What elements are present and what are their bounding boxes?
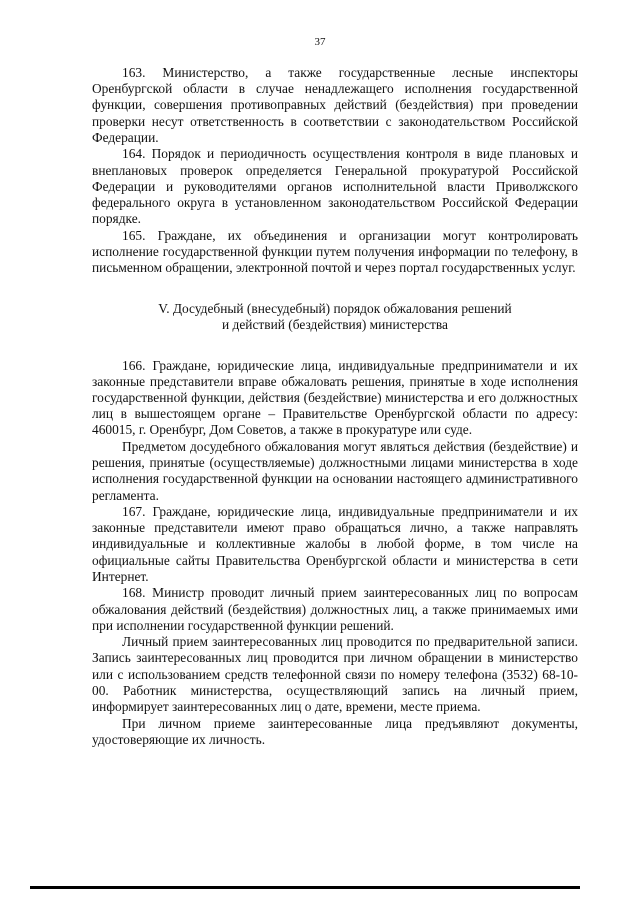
paragraph-168: 168. Министр проводит личный прием заинтересованных лиц по вопросам обжалования действий (бездействия) должностных лиц, а также принимаемых ими при исполнении государственной функции решений. [92, 585, 578, 633]
bottom-divider [30, 886, 580, 889]
paragraph-identity-documents: При личном приеме заинтересованные лица предъявляют документы, удостоверяющие их личность. [92, 715, 578, 747]
page-number: 37 [314, 36, 326, 48]
section-heading-line-2: и действий (бездействия) министерства [222, 317, 448, 333]
paragraph-personal-reception: Личный прием заинтересованных лиц проводится по предварительной записи. Запись заинтересованных лиц проводится при личном обращении в министерство или с использованием средств телефонной связи по номеру телефона (3532) 68-10-00. Работник министерства, осуществляющий запись на личный прием, информирует заинтересованных лиц о дате, времени, месте приема. [92, 634, 578, 715]
paragraph-163: 163. Министерство, а также государственные лесные инспекторы Оренбургской области в случае ненадлежащего исполнения государственной функции, совершения противоправных действий (бездействия) при проведении проверки несут ответственность в соответствии с законодательством Российской Федерации. [92, 65, 578, 145]
paragraph-165: 165. Граждане, их объединения и организации могут контролировать исполнение государственной функции путем получения информации по телефону, в письменном обращении, электронной почтой и через портал государственных услуг. [92, 227, 578, 276]
paragraph-167: 167. Граждане, юридические лица, индивидуальные предприниматели и их законные представители имеют право обращаться лично, а также направлять индивидуальные и коллективные жалобы в любой форме, в том числе на официальные сайты Правительства Оренбургской области и министерства в сети Интернет. [92, 504, 578, 584]
paragraph-166: 166. Граждане, юридические лица, индивидуальные предприниматели и их законные представители вправе обжаловать решения, принятые в ходе исполнения государственной функции, действия (бездействие) министерства и его должностных лиц в вышестоящем органе – Правительстве Оренбургской области по адресу: 460015, г. Оренбург, Дом Советов, а также в прокуратуре или суде. [92, 357, 578, 438]
document-body [92, 65, 578, 748]
section-heading [92, 301, 578, 333]
paragraph-appeal-subject: Предметом досудебного обжалования могут являться действия (бездействие) и решения, принятые (осуществляемые) должностными лицами министерства в ходе исполнения государственной функции на основании настоящего административного регламента. [92, 438, 578, 503]
section-heading-line-1: V. Досудебный (внесудебный) порядок обжалования решений [158, 301, 512, 317]
paragraph-164: 164. Порядок и периодичность осуществления контроля в виде плановых и внеплановых проверок определяется Генеральной прокуратурой Российской Федерации и руководителями органов исполнительной власти Приволжского федерального округа в установленном законодательством Российской Федерации порядке. [92, 146, 578, 227]
